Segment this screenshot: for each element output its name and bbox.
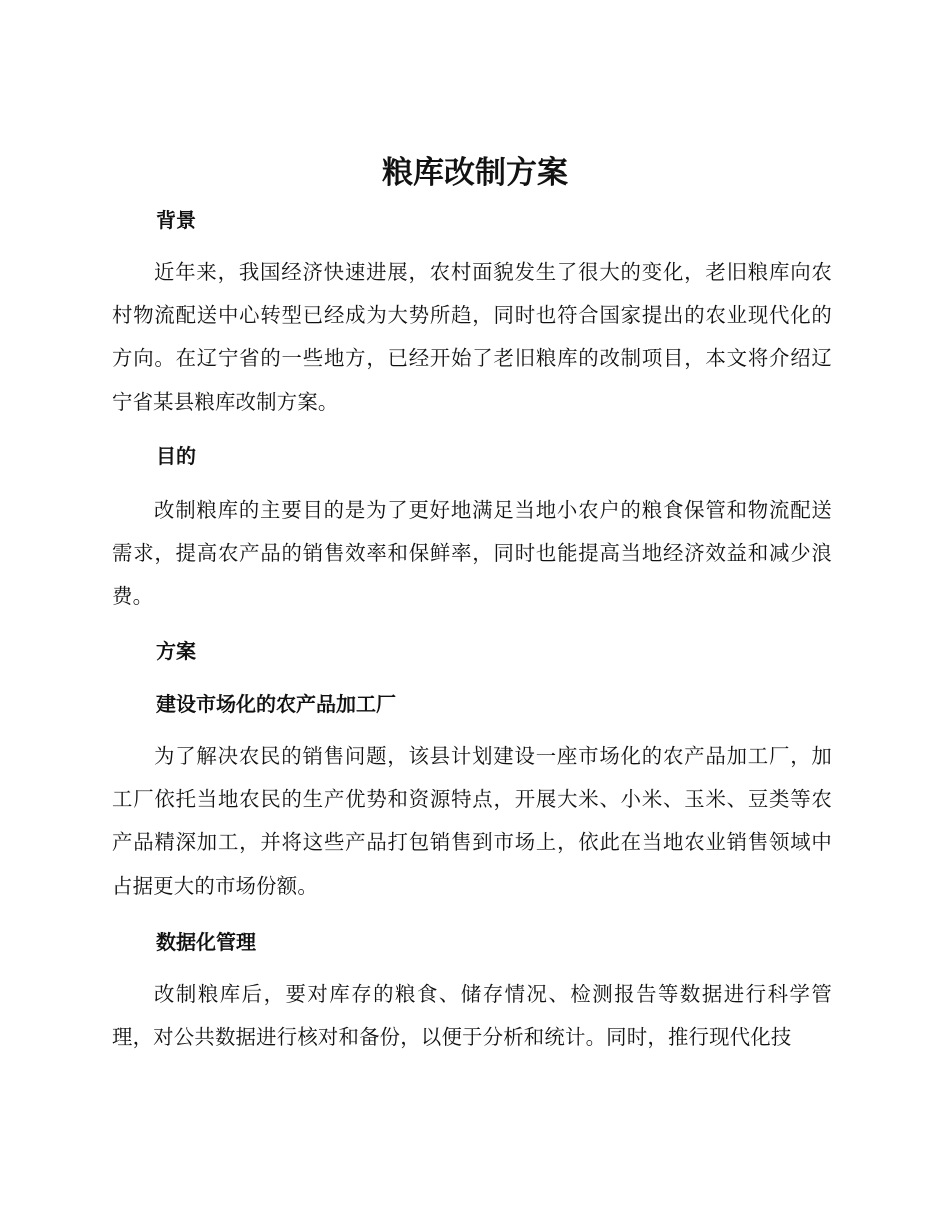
section-heading-background: 背景	[156, 208, 196, 232]
section-heading-purpose: 目的	[156, 444, 196, 468]
section-heading-processing-factory: 建设市场化的农产品加工厂	[156, 692, 396, 716]
section-paragraph-processing-factory: 为了解决农民的销售问题，该县计划建设一座市场化的农产品加工厂，加工厂依托当地农民的生产优势和资源特点，开展大米、小米、玉米、豆类等农产品精深加工，并将这些产品打包销售到市场上，依此在当地农业销售领域中占据更大的市场份额。	[112, 744, 832, 898]
section-heading-plan: 方案	[156, 639, 196, 663]
section-heading-data-management: 数据化管理	[156, 930, 256, 954]
document-title: 粮库改制方案	[382, 155, 568, 191]
section-paragraph-data-management: 改制粮库后，要对库存的粮食、储存情况、检测报告等数据进行科学管理，对公共数据进行核对和备份，以便于分析和统计。同时，推行现代化技	[112, 982, 832, 1050]
section-paragraph-background: 近年来，我国经济快速进展，农村面貌发生了很大的变化，老旧粮库向农村物流配送中心转型已经成为大势所趋，同时也符合国家提出的农业现代化的方向。在辽宁省的一些地方，已经开始了老旧粮库的改制项目，本文将介绍辽宁省某县粮库改制方案。	[112, 260, 832, 414]
section-paragraph-purpose: 改制粮库的主要目的是为了更好地满足当地小农户的粮食保管和物流配送需求，提高农产品的销售效率和保鲜率，同时也能提高当地经济效益和减少浪费。	[112, 498, 832, 609]
